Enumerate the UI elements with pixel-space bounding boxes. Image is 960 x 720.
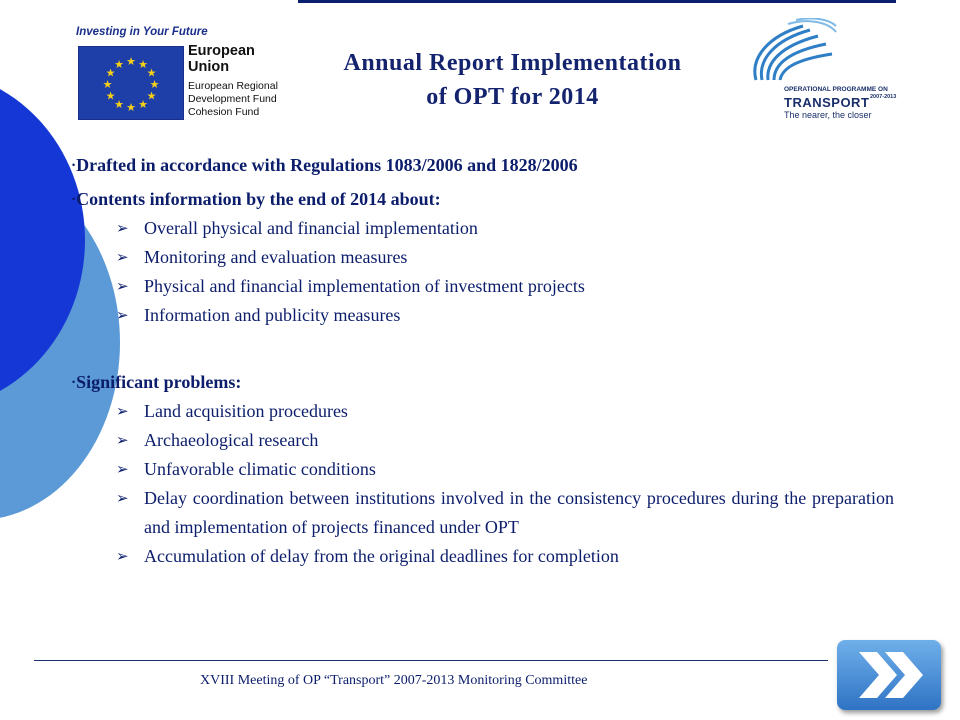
opt-years: 2007-2013 — [870, 94, 897, 100]
list-item: ➢ Land acquisition procedures — [116, 397, 894, 426]
svg-text:★: ★ — [138, 98, 148, 111]
svg-text:★: ★ — [105, 89, 116, 103]
arrow-bullet-icon: ➢ — [116, 402, 129, 420]
bullet-text: Significant problems: — [76, 372, 242, 392]
eu-funds-line2: Development Fund — [188, 93, 277, 105]
next-slide-button[interactable] — [837, 640, 941, 710]
opt-programme: OPERATIONAL PROGRAMME ON — [784, 86, 888, 93]
bullet-item — [72, 187, 894, 211]
sub-list — [72, 214, 894, 330]
bullet-section-2 — [72, 187, 894, 330]
title-line2: of OPT for 2014 — [426, 84, 599, 110]
eu-name-line1: European — [188, 43, 255, 59]
svg-text:★: ★ — [105, 66, 116, 80]
eu-funds-line1: European Regional — [188, 80, 278, 92]
eu-funds-line3: Cohesion Fund — [188, 106, 260, 118]
bullet-section-3 — [72, 370, 894, 571]
list-item: ➢ Overall physical and financial implementation — [116, 214, 894, 243]
list-item: ➢ Delay coordination between institutions involved in the consistency procedures during the preparation and implementation of projects financed under OPT — [116, 484, 894, 542]
bullet-section-1 — [72, 153, 578, 177]
double-chevron-right-icon — [837, 640, 941, 710]
bullet-text: Drafted in accordance with Regulations 1083/2006 and 1828/2006 — [76, 155, 578, 175]
svg-text:★: ★ — [126, 101, 136, 114]
svg-text:★: ★ — [102, 78, 113, 91]
svg-text:★: ★ — [126, 55, 136, 68]
eu-name-line2: Union — [188, 59, 230, 75]
arrow-bullet-icon: ➢ — [116, 431, 129, 449]
list-item: ➢ Accumulation of delay from the original deadlines for completion — [116, 542, 894, 571]
bullet-text: Contents information by the end of 2014 about: — [76, 189, 441, 209]
bullet-dot: • — [72, 377, 76, 387]
arrow-bullet-icon: ➢ — [116, 277, 129, 295]
svg-text:★: ★ — [114, 58, 124, 71]
opt-tagline: The nearer, the closer — [784, 110, 872, 120]
eu-funds — [188, 80, 278, 119]
page-title — [300, 46, 725, 114]
list-item: ➢ Unfavorable climatic conditions — [116, 455, 894, 484]
footer-text: XVIII Meeting of OP “Transport” 2007-2013 Monitoring Committee — [200, 673, 588, 688]
sub-list — [72, 397, 894, 571]
svg-text:★: ★ — [114, 98, 124, 111]
svg-text:★: ★ — [138, 58, 148, 71]
bullet-dot: • — [72, 194, 76, 204]
list-item: ➢ Information and publicity measures — [116, 301, 894, 330]
arrow-bullet-icon: ➢ — [116, 219, 129, 237]
footer-rule — [34, 660, 828, 661]
opt-swirl-icon — [748, 18, 838, 88]
eu-name — [188, 43, 255, 75]
eu-slogan: Investing in Your Future — [76, 26, 208, 38]
svg-text:★: ★ — [146, 89, 157, 103]
eu-flag-icon — [78, 46, 184, 120]
title-line1: Annual Report Implementation — [343, 50, 682, 76]
bullet-item — [72, 370, 894, 394]
arrow-bullet-icon: ➢ — [116, 248, 129, 266]
arrow-bullet-icon: ➢ — [116, 306, 129, 324]
bullet-dot: • — [72, 160, 76, 170]
svg-text:★: ★ — [149, 78, 160, 91]
arrow-bullet-icon: ➢ — [116, 460, 129, 478]
opt-name: TRANSPORT — [784, 95, 870, 110]
top-rule — [298, 0, 896, 3]
opt-logo — [748, 18, 918, 128]
bullet-item — [72, 153, 578, 177]
svg-text:★: ★ — [146, 66, 157, 80]
list-item: ➢ Archaeological research — [116, 426, 894, 455]
eu-logo — [76, 26, 291, 121]
arrow-bullet-icon: ➢ — [116, 489, 129, 507]
list-item: ➢ Physical and financial implementation of investment projects — [116, 272, 894, 301]
arrow-bullet-icon: ➢ — [116, 547, 129, 565]
list-item: ➢ Monitoring and evaluation measures — [116, 243, 894, 272]
